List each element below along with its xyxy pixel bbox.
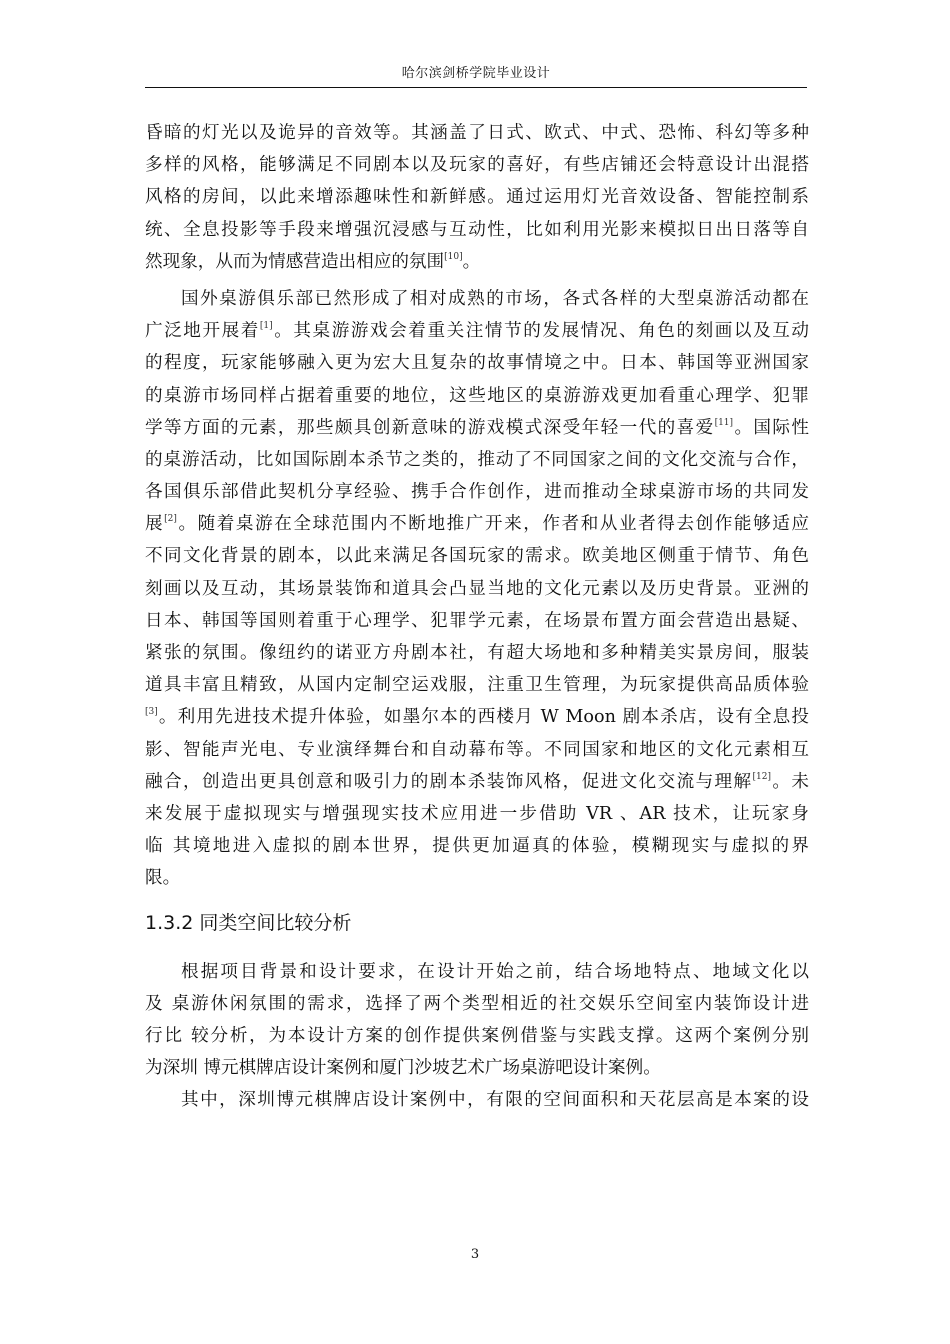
text-line: 昏暗的灯光以及诡异的音效等。其涵盖了日式、欧式、中式、恐怖、科幻等多种	[145, 123, 809, 143]
citation-marker: [11]	[714, 417, 734, 428]
text-line: 广泛地开展着[1]。其桌游游戏会着重关注情节的发展情况、角色的刻画以及互动	[145, 321, 809, 342]
text-line: 的桌游市场同样占据着重要的地位，这些地区的桌游游戏更加看重心理学、犯罪	[145, 385, 809, 406]
text-line: 的程度，玩家能够融入更为宏大且复杂的故事情境之中。日本、韩国等亚洲国家	[145, 353, 809, 374]
section-heading: 1.3.2 同类空间比较分析	[145, 911, 352, 934]
citation-marker: [10]	[444, 251, 463, 262]
text-line: 统、全息投影等手段来增强沉浸感与互动性，比如利用光影来模拟日出日落等自	[145, 219, 809, 240]
citation-marker: [1]	[259, 321, 273, 332]
citation-marker: [2]	[164, 514, 177, 525]
citation-marker: [3]	[145, 707, 158, 718]
text-line: 融合，创造出更具创意和吸引力的剧本杀装饰风格，促进文化交流与理解[12]。未	[145, 771, 809, 792]
text-line: 临 其境地进入虚拟的剧本世界，提供更加逼真的体验，模糊现实与虚拟的界	[145, 836, 809, 857]
text-line: 根据项目背景和设计要求，在设计开始之前，结合场地特点、地域文化以	[181, 961, 809, 982]
text-line: 各国俱乐部借此契机分享经验、携手合作创作，进而推动全球桌游市场的共同发	[145, 482, 809, 503]
text-line: 展[2]。随着桌游在全球范围内不断地推广开来，作者和从业者得去创作能够适应	[145, 514, 809, 535]
text-line: 然现象，从而为情感营造出相应的氛围[10]。	[145, 251, 481, 272]
page-number: 3	[470, 1247, 480, 1262]
text-line: 紧张的氛围。像纽约的诺亚方舟剧本社，有超大场地和多种精美实景房间，服装	[145, 643, 809, 663]
page-header-title: 哈尔滨剑桥学院毕业设计	[401, 66, 551, 81]
text-line: [3]。利用先进技术提升体验，如墨尔本的西楼月 W Moon 剧本杀店，设有全息投	[145, 707, 809, 728]
text-line: 及 桌游休闲氛围的需求，选择了两个类型相近的社交娱乐空间室内装饰设计进	[145, 993, 809, 1014]
header-rule	[145, 87, 807, 88]
text-line: 行比 较分析，为本设计方案的创作提供案例借鉴与实践支撑。这两个案例分别	[145, 1025, 809, 1046]
body-text	[145, 117, 809, 1116]
text-line: 道具丰富且精致，从国内定制空运戏服，注重卫生管理，为玩家提供高品质体验	[145, 675, 809, 696]
text-line: 刻画以及互动，其场景装饰和道具会凸显当地的文化元素以及历史背景。亚洲的	[145, 578, 809, 599]
text-line: 来发展于虚拟现实与增强现实技术应用进一步借助 VR 、AR 技术，让玩家身	[145, 803, 809, 824]
text-line: 不同文化背景的剧本，以此来满足各国玩家的需求。欧美地区侧重于情节、角色	[145, 546, 809, 567]
text-line: 的桌游活动，比如国际剧本杀节之类的，推动了不同国家之间的文化交流与合作，	[145, 449, 809, 470]
text-line: 为深圳 博元棋牌店设计案例和厦门沙坡艺术广场桌游吧设计案例。	[145, 1058, 661, 1079]
text-line: 学等方面的元素，那些颇具创新意味的游戏模式深受年轻一代的喜爱[11]。国际性	[145, 417, 809, 438]
text-line: 其中，深圳博元棋牌店设计案例中，有限的空间面积和天花层高是本案的设	[181, 1090, 809, 1111]
text-line: 影、智能声光电、专业演绎舞台和自动幕布等。不同国家和地区的文化元素相互	[145, 739, 809, 760]
text-line: 限。	[145, 868, 181, 889]
text-line: 日本、韩国等国则着重于心理学、犯罪学元素，在场景布置方面会营造出悬疑、	[145, 610, 809, 631]
text-line: 风格的房间，以此来增添趣味性和新鲜感。通过运用灯光音效设备、智能控制系	[145, 187, 809, 208]
text-line: 国外桌游俱乐部已然形成了相对成熟的市场，各式各样的大型桌游活动都在	[181, 288, 809, 309]
text-line: 多样的风格，能够满足不同剧本以及玩家的喜好，有些店铺还会特意设计出混搭	[145, 155, 809, 176]
citation-marker: [12]	[752, 771, 772, 782]
